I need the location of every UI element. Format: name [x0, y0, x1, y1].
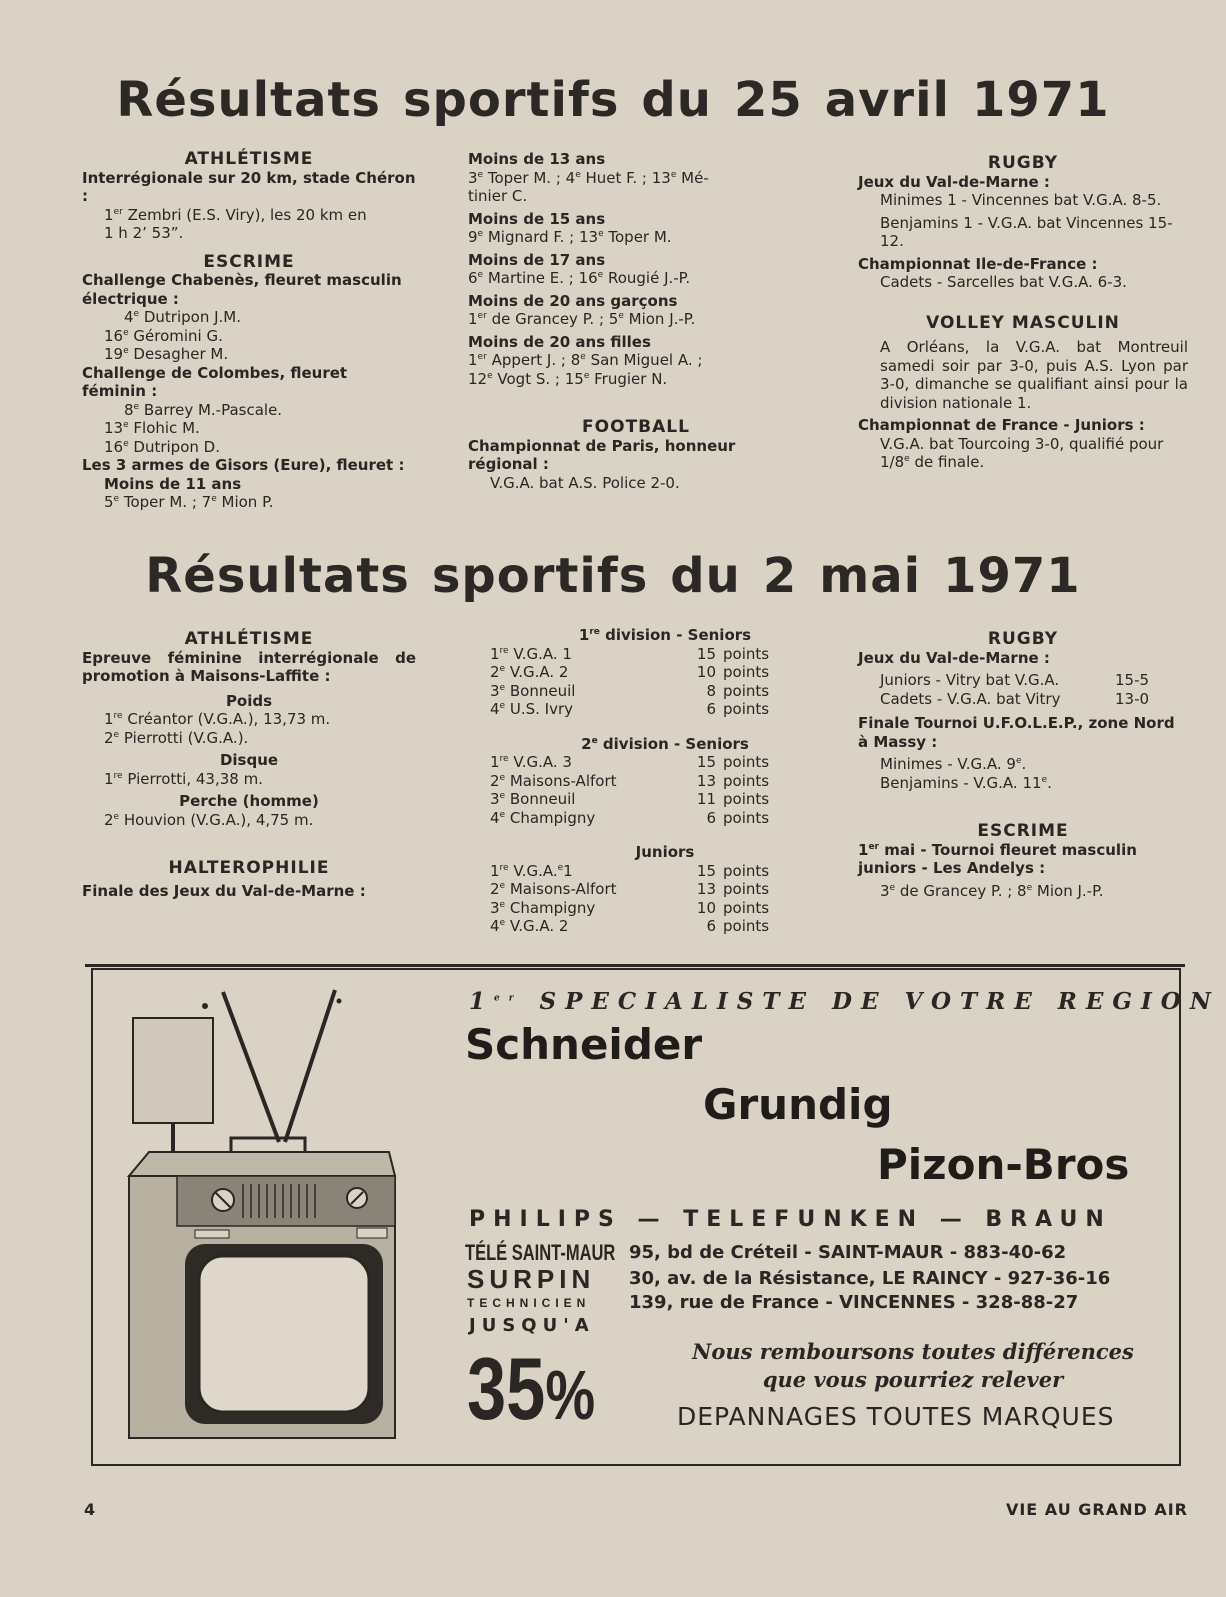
s1-rugby-event1: Jeux du Val-de-Marne : [858, 172, 1050, 191]
s2-div1-heading: 1re division - Seniors [578, 626, 752, 644]
s1-m17-heading: Moins de 17 ans [468, 250, 606, 269]
table-row: 4e V.G.A. 2 6 points [490, 917, 770, 935]
table-row: 4e U.S. Ivry 6 points [490, 700, 770, 718]
ad-top-rule [85, 964, 1185, 967]
s1-foot-res: V.G.A. bat A.S. Police 2-0. [490, 473, 680, 492]
s1-escrime-heading: ESCRIME [203, 251, 295, 272]
s1-esc-event1: Challenge Chabenès, fleuret masculin électrique : [82, 271, 402, 308]
ad-repairs: DEPANNAGES TOUTES MARQUES [677, 1402, 1115, 1431]
s2-poids-heading: Poids [225, 691, 273, 710]
s2-rugby-event1: Jeux du Val-de-Marne : [858, 648, 1050, 667]
s1-rugby-res2: Benjamins 1 - V.G.A. bat Vincennes 15-12. [880, 213, 1173, 250]
s2-athletisme-heading: ATHLÉTISME [184, 629, 314, 649]
s1-col3 [858, 154, 1188, 472]
table-row: 2e Maisons-Alfort 13 points [490, 880, 770, 898]
s2-div1-table [490, 645, 820, 719]
s2-juniors-heading: Juniors [635, 843, 695, 861]
s1-m13-res: 3e Toper M. ; 4e Huet F. ; 13e Mé- [468, 168, 709, 187]
table-row: 3e Bonneuil 8 points [490, 681, 770, 700]
s2-athle-event: Epreuve féminine interrégionale de promotion à Maisons-Laffite : [82, 648, 416, 685]
table-row: 1re V.G.A.$^e$1 15 points [490, 861, 770, 880]
magazine-name: VIE AU GRAND AIR [1005, 1500, 1188, 1519]
s2-juniors-table [490, 862, 820, 936]
s2-esc-event: 1er mai - Tournoi fleuret masculin juniors - Les Andelys : [858, 840, 1137, 877]
s1-athle-event: Interrégionale sur 20 km, stade Chéron : [82, 168, 416, 205]
s2-escrime-heading: ESCRIME [977, 821, 1069, 841]
s1-m13-heading: Moins de 13 ans [468, 150, 606, 168]
s2-rugby-res3: Minimes - V.G.A. 9e. [880, 755, 1027, 773]
s2-esc-res: 3e de Grancey P. ; 8e Mion J.-P. [880, 881, 1104, 900]
s2-col3 [858, 630, 1188, 900]
s1-rugby-res3: Cadets - Sarcelles bat V.G.A. 6-3. [880, 273, 1127, 291]
ad-brands-line: PHILIPS — TELEFUNKEN — BRAUN [469, 1207, 1112, 1232]
s1-m15-heading: Moins de 15 ans [468, 209, 606, 228]
ad-shop1-address: 95, bd de Créteil - SAINT-MAUR - 883-40-62 [629, 1242, 1067, 1263]
s2-disque-heading: Disque [219, 751, 279, 769]
s1-esc-res2: 16e Géromini G. [104, 326, 223, 345]
s1-m20f-heading: Moins de 20 ans filles [468, 332, 651, 351]
s1-m20g-res: 1er de Grancey P. ; 5e Mion J.-P. [468, 310, 696, 328]
s1-esc-res5: 13e Flohic M. [104, 419, 200, 437]
s1-esc-category: Moins de 11 ans [104, 474, 242, 493]
s1-rugby-event2: Championnat Ile-de-France : [858, 254, 1098, 273]
table-row: 2e V.G.A. 2 10 points [490, 663, 770, 681]
s1-football-heading: FOOTBALL [582, 417, 690, 437]
s1-m13-res2: tinier C. [468, 187, 528, 205]
s2-poids-res1: 1re Créantor (V.G.A.), 13,73 m. [104, 710, 331, 728]
s2-disque-res: 1re Pierrotti, 43,38 m. [104, 769, 263, 788]
section1-title: Résultats sportifs du 25 avril 1971 [116, 72, 1110, 128]
ad-brand-schneider: Schneider [465, 1020, 703, 1069]
ad-shop1-name: TÉLÉ SAINT-MAUR [465, 1240, 616, 1265]
s1-m20f-res2: 12e Vogt S. ; 15e Frugier N. [468, 369, 668, 388]
s1-esc-res6: 16e Dutripon D. [104, 437, 220, 456]
ad-specialist-tagline: 1er SPECIALISTE DE VOTRE REGION [469, 988, 1220, 1015]
s1-col1 [82, 150, 416, 512]
s1-esc-event2: Challenge de Colombes, fleuret féminin : [82, 363, 348, 400]
s2-div2-table [490, 753, 820, 827]
s2-halterophilie-heading: HALTEROPHILIE [168, 858, 330, 878]
s1-athle-time: 1 h 2’ 53”. [104, 224, 184, 242]
ad-jusqua: JUSQU'A [469, 1315, 595, 1336]
s1-volley-text: A Orléans, la V.G.A. bat Montreuil samedi soir par 3-0, puis A.S. Lyon par 3-0, dimanche se qualifiant ainsi pour la division nationale 1. [880, 338, 1188, 412]
s2-rugby-res4: Benjamins - V.G.A. 11e. [880, 773, 1052, 792]
s1-volley-heading: VOLLEY MASCULIN [926, 312, 1120, 333]
s2-div2-heading: 2e division - Seniors [581, 734, 749, 753]
ad-shop2-address: 30, av. de la Résistance, LE RAINCY - 927-36-16 [629, 1268, 1111, 1289]
s1-foot-event: Championnat de Paris, honneur régional : [468, 436, 736, 473]
ad-shop2-name: SURPIN [467, 1264, 596, 1294]
s1-esc-res1: 4e Dutripon J.M. [124, 308, 242, 326]
s1-volley-event: Championnat de France - Juniors : [858, 416, 1145, 434]
s1-volley-res: V.G.A. bat Tourcoing 3-0, qualifié pour 1/8e de finale. [880, 434, 1164, 471]
table-row: 1re V.G.A. 3 15 points [490, 753, 770, 771]
table-row: 1re V.G.A. 1 15 points [490, 644, 770, 663]
s2-poids-res2: 2e Pierrotti (V.G.A.). [104, 728, 249, 747]
advertisement [91, 968, 1220, 1466]
s1-rugby-res1: Minimes 1 - Vincennes bat V.G.A. 8-5. [880, 191, 1162, 209]
s2-perche-heading: Perche (homme) [179, 792, 319, 810]
table-row: 2e Maisons-Alfort 13 points [490, 771, 770, 790]
s1-esc-res3: 19e Desagher M. [104, 345, 229, 363]
s1-athletisme-heading: ATHLÉTISME [184, 149, 314, 169]
s1-esc-res4: 8e Barrey M.-Pascale. [124, 400, 283, 419]
s1-esc-event3: Les 3 armes de Gisors (Eure), fleuret : [82, 456, 405, 474]
s1-esc-res7: 5e Toper M. ; 7e Mion P. [104, 493, 274, 511]
table-row: 4e Champigny 6 points [490, 808, 770, 827]
s2-rugby-res2: Cadets - V.G.A. bat Vitry 13-0 [880, 689, 1150, 708]
s1-m17-res: 6e Martine E. ; 16e Rougié J.-P. [468, 269, 691, 287]
s2-rugby-res1: Juniors - Vitry bat V.G.A. 15-5 [880, 671, 1150, 689]
s1-m20f-res: 1er Appert J. ; 8e San Miguel A. ; [468, 351, 703, 369]
s2-rugby-event2: Finale Tournoi U.F.O.L.E.P., zone Nord à Massy : [858, 714, 1175, 751]
s1-athle-result: 1er Zembri (E.S. Viry), les 20 km en [104, 205, 367, 224]
s2-halt-event: Finale des Jeux du Val-de-Marne : [82, 881, 366, 900]
tv-set-illustration [119, 976, 419, 1446]
s2-rugby-heading: RUGBY [987, 629, 1059, 649]
ad-shop3-name: TECHNICIEN [467, 1296, 591, 1310]
ad-refund-text: Nous remboursons toutes différences que vous pourriez relever [692, 1339, 1134, 1392]
s1-rugby-heading: RUGBY [987, 153, 1059, 173]
s1-m20g-heading: Moins de 20 ans garçons [468, 291, 678, 310]
s2-col1 [82, 630, 416, 900]
ad-brand-pizon-bros: Pizon-Bros [877, 1140, 1130, 1189]
s2-perche-res: 2e Houvion (V.G.A.), 4,75 m. [104, 810, 314, 829]
table-row: 3e Champigny 10 points [490, 898, 770, 917]
s2-col2 [490, 626, 820, 936]
page-number: 4 [84, 1500, 97, 1519]
section2-title: Résultats sportifs du 2 mai 1971 [145, 548, 1081, 604]
ad-shop3-address: 139, rue de France - VINCENNES - 328-88-27 [629, 1292, 1079, 1313]
table-row: 3e Bonneuil 11 points [490, 790, 770, 808]
s1-col2 [468, 150, 804, 492]
s1-m15-res: 9e Mignard F. ; 13e Toper M. [468, 228, 672, 246]
ad-brand-grundig: Grundig [703, 1080, 893, 1129]
ad-discount: 35% [467, 1339, 596, 1438]
